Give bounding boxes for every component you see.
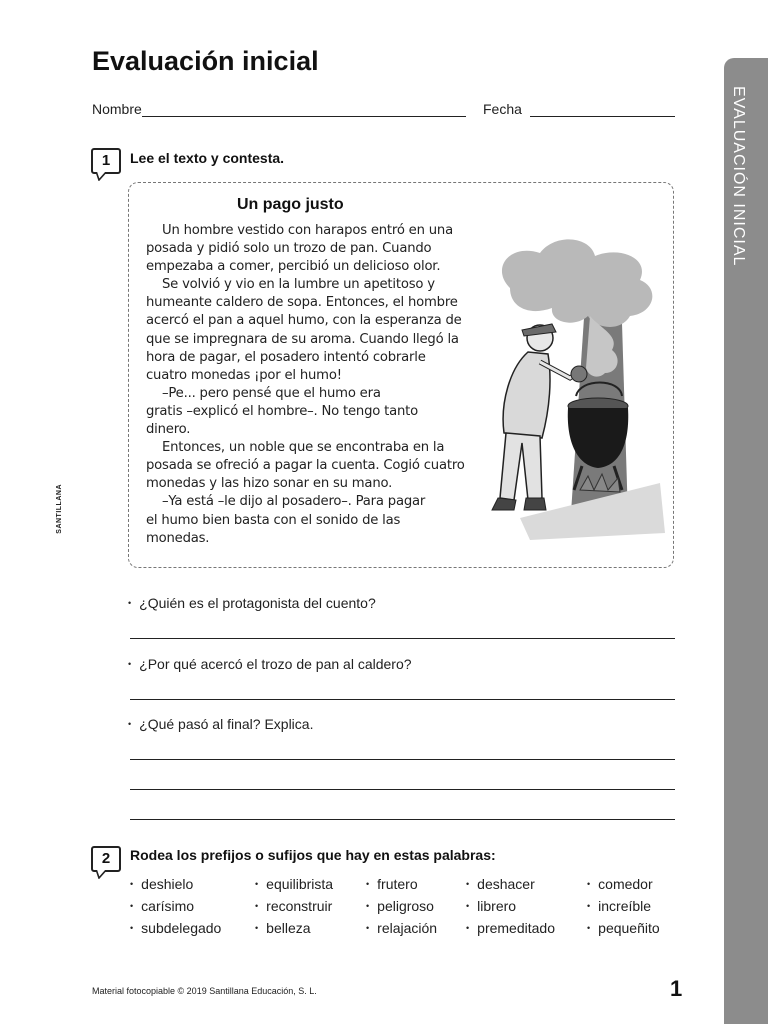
- story-line: cuatro monedas ¡por el humo!: [146, 367, 342, 383]
- publisher-label: SANTILLANA: [56, 484, 63, 534]
- activity-number: 1: [101, 152, 111, 169]
- story-line: el humo bien basta con el sonido de las: [146, 512, 401, 528]
- story-line: monedas y las hizo sonar en su mano.: [146, 476, 393, 492]
- date-field[interactable]: [530, 116, 675, 117]
- activity-instruction: Lee el texto y contesta.: [130, 150, 285, 166]
- activity-number: 2: [101, 850, 111, 867]
- answer-line[interactable]: [130, 699, 675, 700]
- word-item[interactable]: • subdelegado: [130, 920, 222, 936]
- bullet-icon: •: [128, 719, 132, 729]
- page-number: 1: [670, 976, 683, 1001]
- answer-line[interactable]: [130, 638, 675, 639]
- speech-tail-icon: [95, 869, 109, 879]
- question-item: [128, 716, 313, 732]
- answer-line[interactable]: [130, 759, 675, 760]
- bullet-icon: •: [128, 598, 132, 608]
- word-item[interactable]: • deshacer: [466, 876, 535, 892]
- name-label: Nombre: [92, 101, 142, 117]
- word-item[interactable]: • belleza: [255, 920, 311, 936]
- word-item[interactable]: • comedor: [587, 876, 653, 892]
- story-line: –Ya está –le dijo al posadero–. Para pagar: [162, 494, 426, 510]
- story-text: [146, 222, 476, 548]
- word-item[interactable]: • deshielo: [130, 876, 194, 892]
- word-item[interactable]: • equilibrista: [255, 876, 334, 892]
- word-item[interactable]: • carísimo: [130, 898, 195, 914]
- answer-line[interactable]: [130, 789, 675, 790]
- story-line: monedas.: [146, 530, 210, 546]
- story-title: Un pago justo: [237, 196, 344, 213]
- story-line: gratis –explicó el hombre–. No tengo tanto: [146, 403, 418, 419]
- word-item[interactable]: • frutero: [366, 876, 418, 892]
- story-line: Se volvió y vio en la lumbre un apetitoso y: [162, 277, 435, 293]
- question-text: ¿Por qué acercó el trozo de pan al caldero?: [139, 656, 412, 672]
- activity-instruction: Rodea los prefijos o sufijos que hay en estas palabras:: [130, 847, 496, 863]
- word-item[interactable]: • peligroso: [366, 898, 434, 914]
- story-line: dinero.: [146, 422, 191, 438]
- bread-shape: [571, 366, 587, 382]
- story-line: hora de pagar, el posadero intentó cobrarle: [146, 349, 426, 365]
- name-field[interactable]: [142, 116, 466, 117]
- speech-tail-icon: [95, 171, 109, 181]
- question-item: [128, 656, 412, 672]
- story-line: Entonces, un noble que se encontraba en la: [162, 440, 445, 456]
- story-line: posada se ofreció a pagar la cuenta. Cogió cuatro: [146, 458, 465, 474]
- word-item[interactable]: • increíble: [587, 898, 652, 914]
- word-item[interactable]: • librero: [466, 898, 517, 914]
- question-text: ¿Quién es el protagonista del cuento?: [139, 595, 376, 611]
- story-line: acercó el pan a aquel humo, con la esperanza de: [146, 313, 462, 329]
- story-line: –Pe... pero pensé que el humo era: [162, 385, 381, 401]
- answer-line[interactable]: [130, 819, 675, 820]
- story-line: Un hombre vestido con harapos entró en una: [162, 223, 453, 238]
- word-item[interactable]: • reconstruir: [255, 898, 333, 914]
- story-line: que se impregnara de su aroma. Cuando llegó la: [146, 331, 459, 347]
- footer-note: Material fotocopiable © 2019 Santillana Educación, S. L.: [92, 986, 317, 996]
- activity-number-badge: [91, 846, 121, 872]
- word-item[interactable]: • premeditado: [466, 920, 555, 936]
- question-item: [128, 595, 376, 611]
- question-text: ¿Qué pasó al final? Explica.: [139, 716, 314, 732]
- word-item[interactable]: • pequeñito: [587, 920, 660, 936]
- activity-number-badge: [91, 148, 121, 174]
- smoke-cloud: [502, 239, 652, 327]
- bullet-icon: •: [128, 659, 132, 669]
- story-illustration: [470, 228, 670, 558]
- page-title: Evaluación inicial: [92, 46, 319, 76]
- side-tab-label: EVALUACIÓN INICIAL: [730, 86, 747, 267]
- word-item[interactable]: • relajación: [366, 920, 438, 936]
- date-label: Fecha: [483, 101, 522, 117]
- story-line: posada y pidió solo un trozo de pan. Cuando: [146, 241, 432, 257]
- story-line: empezaba a comer, percibió un delicioso olor.: [146, 259, 441, 275]
- story-line: humeante caldero de sopa. Entonces, el hombre: [146, 295, 458, 311]
